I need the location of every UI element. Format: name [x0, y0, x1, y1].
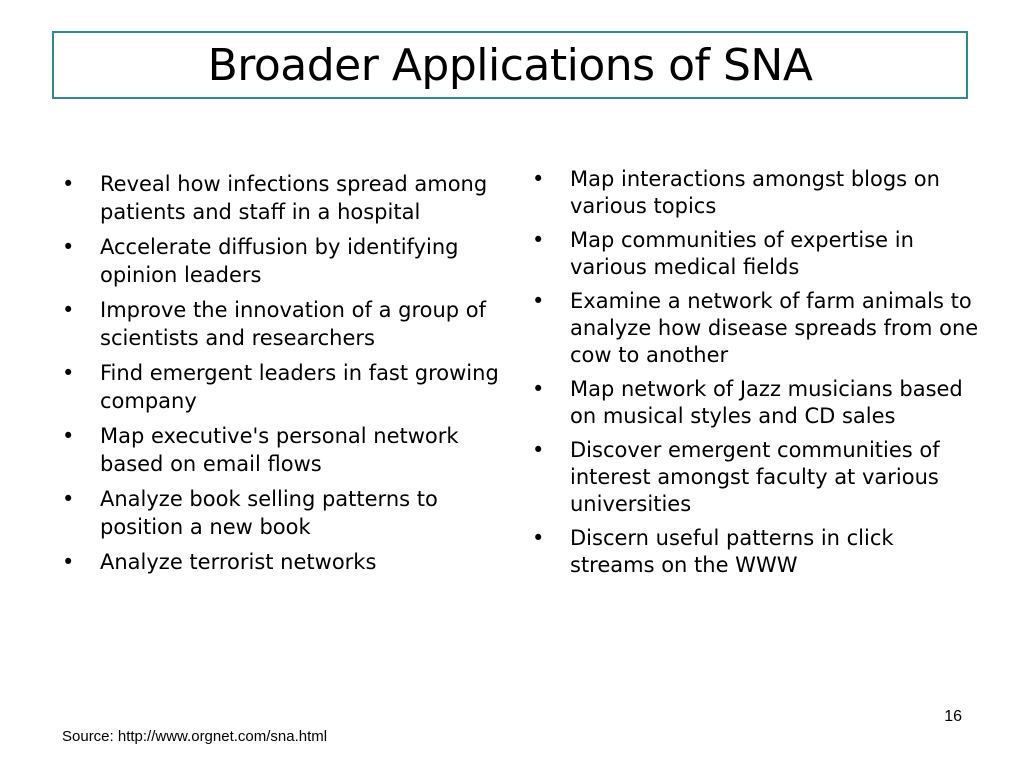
- bullet-text: Map executive's personal network based on email flows: [100, 424, 459, 476]
- bullet-glyph: •: [62, 361, 75, 385]
- bullet-text: Accelerate diffusion by identifying opinion leaders: [100, 235, 459, 287]
- bullet-text: Find emergent leaders in fast growing company: [100, 361, 499, 413]
- page-number: 16: [944, 708, 962, 725]
- bullet-text: Map interactions amongst blogs on various topics: [570, 167, 940, 218]
- bullet-glyph: •: [62, 487, 75, 511]
- list-item: [62, 422, 502, 478]
- title-box: [52, 31, 968, 99]
- slide-title: Broader Applications of SNA: [207, 39, 813, 91]
- list-item: [62, 359, 502, 415]
- bullet-glyph: •: [62, 298, 75, 322]
- bullet-glyph: •: [62, 550, 75, 574]
- list-item: [532, 525, 982, 579]
- bullet-glyph: •: [62, 235, 75, 259]
- bullet-text: Analyze terrorist networks: [100, 550, 377, 574]
- bullet-glyph: •: [532, 167, 545, 191]
- bullet-text: Reveal how infections spread among patients and staff in a hospital: [100, 172, 488, 224]
- list-item: [62, 296, 502, 352]
- list-item: [62, 485, 502, 541]
- bullet-glyph: •: [62, 424, 75, 448]
- source-citation: Source: http://www.orgnet.com/sna.html: [62, 728, 328, 745]
- bullet-text: Map communities of expertise in various medical fields: [570, 228, 914, 279]
- bullet-text: Examine a network of farm animals to analyze how disease spreads from one cow to another: [570, 289, 979, 367]
- bullet-text: Improve the innovation of a group of scientists and researchers: [100, 298, 487, 350]
- left-bullet-list: [62, 170, 502, 583]
- list-item: [62, 548, 502, 576]
- bullet-text: Discern useful patterns in click streams on the WWW: [570, 526, 894, 577]
- list-item: [532, 376, 982, 430]
- list-item: [532, 437, 982, 518]
- bullet-glyph: •: [532, 438, 545, 462]
- list-item: [62, 233, 502, 289]
- list-item: [532, 288, 982, 369]
- list-item: [532, 166, 982, 220]
- bullet-glyph: •: [532, 377, 545, 401]
- list-item: [62, 170, 502, 226]
- bullet-text: Analyze book selling patterns to position a new book: [100, 487, 438, 539]
- bullet-glyph: •: [62, 172, 75, 196]
- list-item: [532, 227, 982, 281]
- bullet-text: Map network of Jazz musicians based on musical styles and CD sales: [570, 377, 963, 428]
- bullet-glyph: •: [532, 526, 545, 550]
- bullet-text: Discover emergent communities of interest amongst faculty at various universities: [570, 438, 940, 516]
- right-bullet-list: [532, 166, 982, 586]
- bullet-glyph: •: [532, 228, 545, 252]
- bullet-glyph: •: [532, 289, 545, 313]
